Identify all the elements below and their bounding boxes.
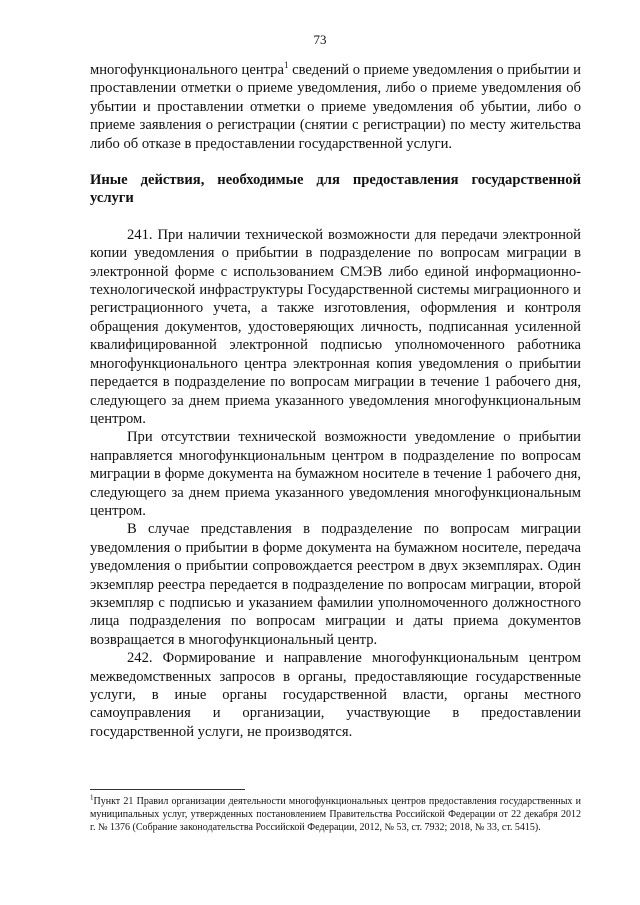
- paragraph-241: 241. При наличии технической возможности для передачи электронной копии уведомления о прибытии в подразделение по вопросам миграции в электронной форме с использованием СМЭВ либо единой информационно-технологической инфраструктуры Государственной системы миграционного и регистрационного учета, а также изготовления, оформления и контроля обращения документов, удостоверяющих личность, подписанная усиленной квалифицированной электронной подписью уполномоченного работника многофункционального центра электронная копия уведомления о прибытии передается в подразделение по вопросам миграции в течение 1 рабочего дня, следующего за днем приема указанного уведомления многофункциональным центром.: [90, 226, 581, 427]
- footnote-text: Пункт 21 Правил организации деятельности многофункциональных центров предоставления государственных и муниципальных услуг, утвержденных постановлением Правительства Российской Федерации от 22 декабря 2012 г. № 1376 (Собрание законодательства Российской Федерации, 2012, № 53, ст. 7932; 2018, № 33, ст. 5415).: [90, 796, 581, 833]
- page-number: 73: [313, 32, 327, 47]
- document-body: [90, 61, 581, 741]
- footnote: [90, 793, 581, 834]
- paragraph-241-no-technical: При отсутствии технической возможности уведомление о прибытии направляется многофункциональным центром в подразделение по вопросам миграции в форме документа на бумажном носителе в течение 1 рабочего дня, следующего за днем приема указанного уведомления многофункциональным центром.: [90, 429, 581, 519]
- paragraph-241-paper: В случае представления в подразделение по вопросам миграции уведомления о прибытии в форме документа на бумажном носителе, передача уведомления о прибытии сопровождается реестром в двух экземплярах. Один экземпляр реестра передается в подразделение по вопросам миграции, второй экземпляр с подписью и указанием фамилии уполномоченного должностного лица подразделения по вопросам миграции и даты приема документов возвращается в многофункциональный центр.: [90, 521, 581, 648]
- footnote-reference: 1: [283, 60, 289, 71]
- paragraph-text: многофункционального центра: [90, 62, 284, 78]
- paragraph-242: 242. Формирование и направление многофункциональным центром межведомственных запросов в органы, предоставляющие государственные услуги, в иные органы государственной власти, органы местного самоуправления и организации, участвующие в предоставлении государственной услуги, не производятся.: [90, 650, 581, 740]
- footnote-divider: [90, 789, 245, 790]
- continued-paragraph: [90, 61, 581, 153]
- footnote-marker: 1: [90, 793, 94, 802]
- section-heading: Иные действия, необходимые для предоставления государственной услуги: [90, 172, 581, 207]
- paragraph-text: сведений о приеме уведомления о прибытии и проставлении отметки о приеме уведомления, либо о приеме уведомления об убытии и проставлении отметки о приеме уведомления об убытии, либо о приеме заявления о регистрации (снятии с регистрации) по месту жительства либо об отказе в предоставлении государственной услуги.: [90, 62, 581, 152]
